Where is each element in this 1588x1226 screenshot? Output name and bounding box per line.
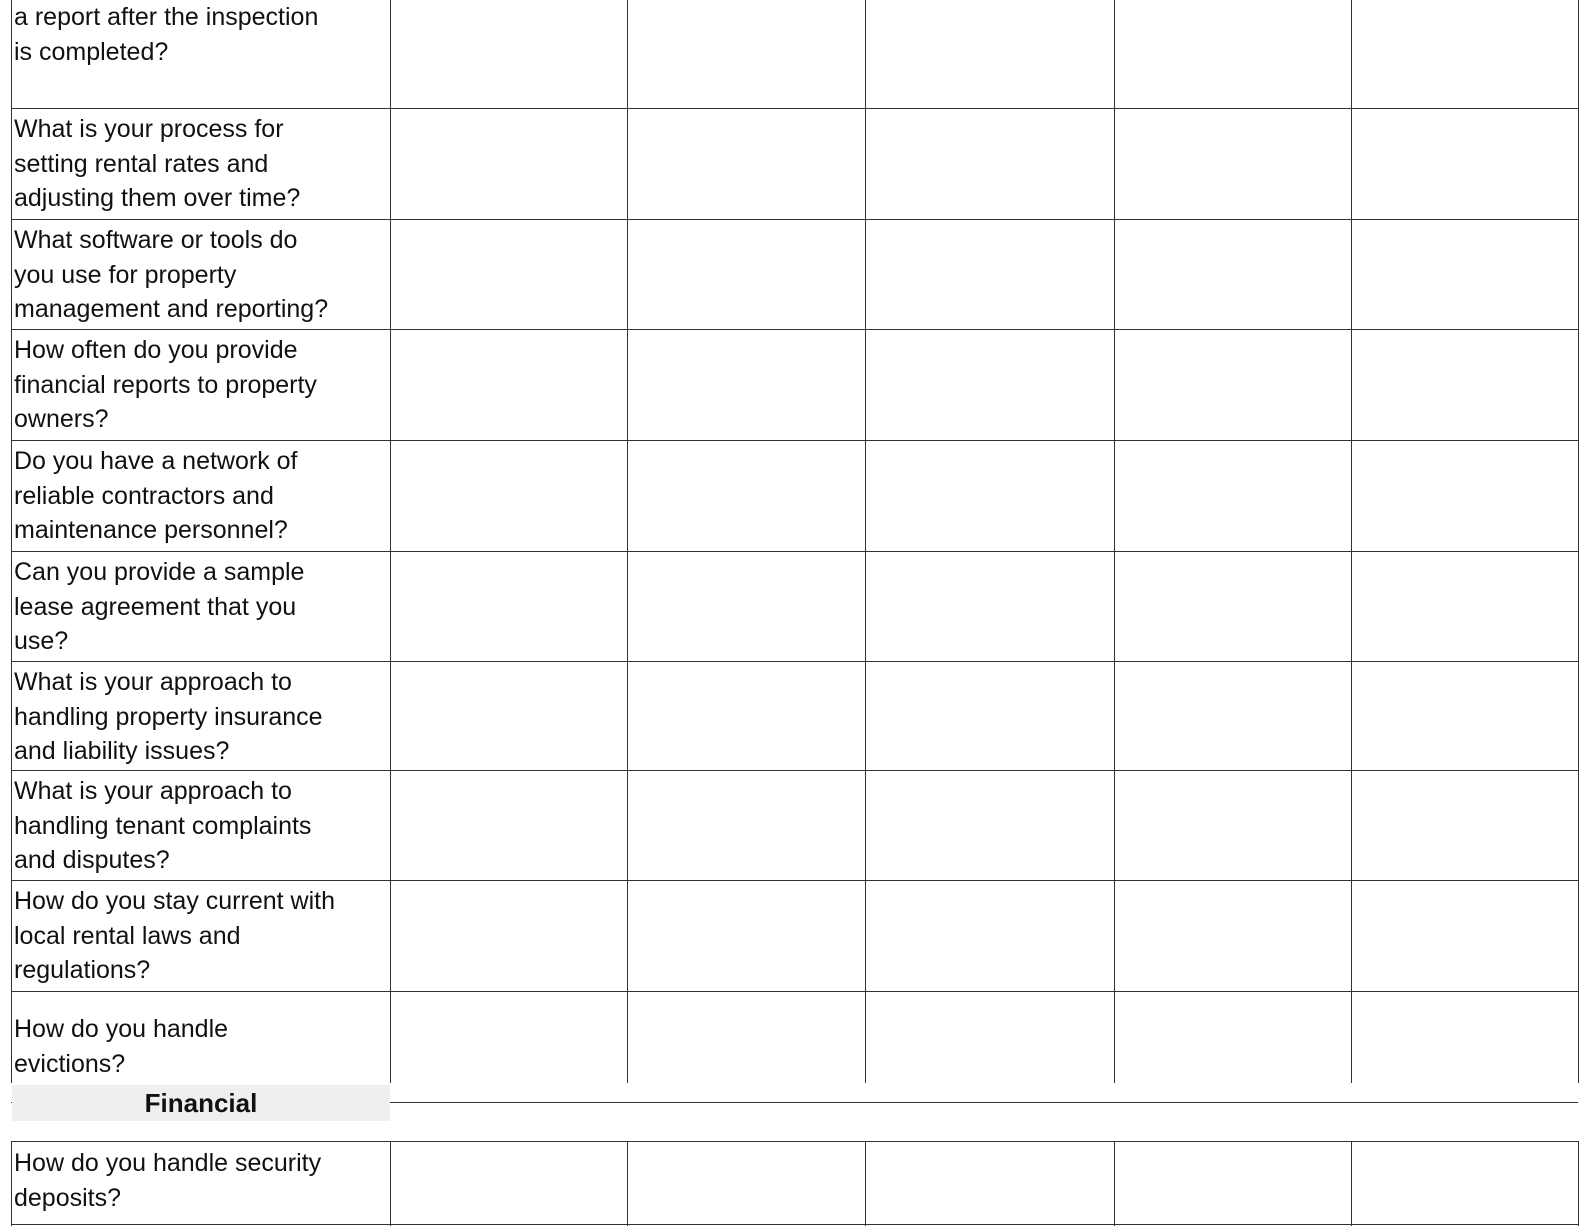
column-divider: [627, 0, 628, 1083]
table-border-right: [1578, 0, 1579, 1083]
column-divider: [865, 1141, 866, 1226]
row-divider: [11, 1224, 1578, 1225]
row-divider: [11, 440, 1578, 441]
table-border-right: [1578, 1141, 1579, 1226]
table-row-question: What is your approach to handling tenant complaints and disputes?: [14, 777, 312, 874]
column-divider: [390, 0, 391, 1083]
table-border-top: [11, 1141, 1578, 1142]
row-divider: [11, 551, 1578, 552]
table-row-question: Can you provide a sample lease agreement that you use?: [14, 558, 305, 655]
row-divider: [11, 329, 1578, 330]
table-border-left: [11, 1141, 12, 1226]
table-row-question: What is your process for setting rental rates and adjusting them over time?: [14, 115, 301, 212]
table-row-question: How do you stay current with local rental laws and regulations?: [14, 887, 335, 984]
column-divider: [627, 1141, 628, 1226]
column-divider: [865, 0, 866, 1083]
row-divider: [11, 661, 1578, 662]
table-row-question: What software or tools do you use for property management and reporting?: [14, 226, 329, 323]
row-divider: [11, 108, 1578, 109]
table-row-question: a report after the inspection is completed?: [14, 3, 319, 66]
column-divider: [1114, 0, 1115, 1083]
table-row-question: Do you have a network of reliable contractors and maintenance personnel?: [14, 447, 298, 544]
row-divider: [11, 880, 1578, 881]
table-row-question: How do you handle security deposits?: [14, 1149, 322, 1212]
section-header-financial: Financial: [144, 1088, 258, 1118]
table-row-question: What is your approach to handling property insurance and liability issues?: [14, 668, 323, 765]
column-divider: [390, 1141, 391, 1226]
table-row-question: How often do you provide financial reports to property owners?: [14, 336, 317, 433]
column-divider: [1351, 1141, 1352, 1226]
table-row-question: How do you handle evictions?: [14, 1015, 229, 1078]
column-divider: [1351, 0, 1352, 1083]
column-divider: [1114, 1141, 1115, 1226]
table-border-left: [11, 0, 12, 1083]
row-divider: [11, 219, 1578, 220]
row-divider: [11, 991, 1578, 992]
row-divider: [11, 770, 1578, 771]
